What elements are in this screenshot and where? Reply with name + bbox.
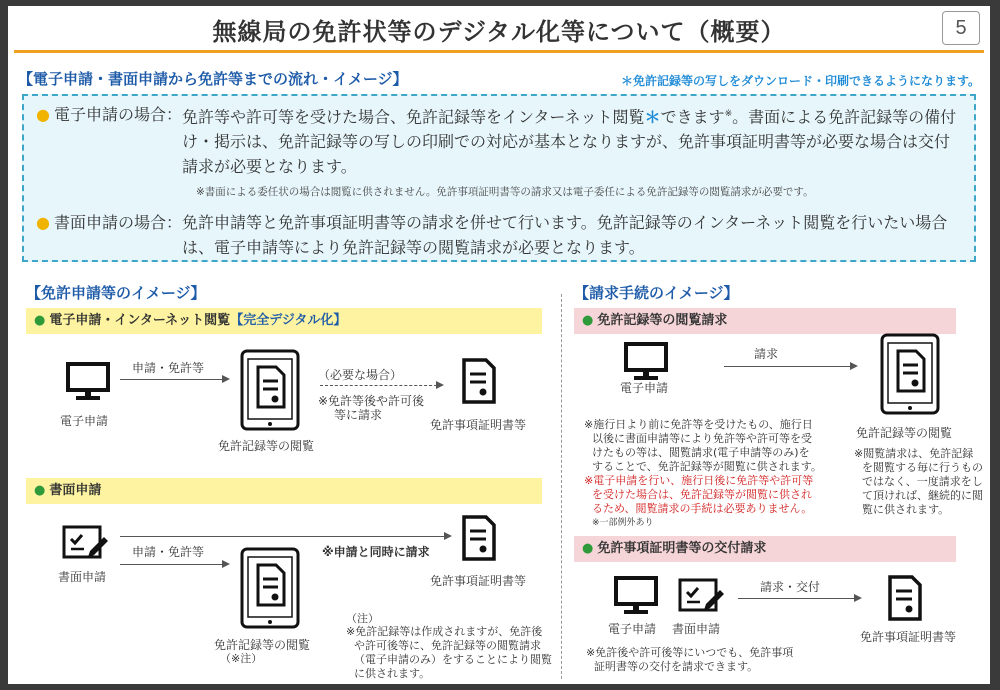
electronic-label: 電子申請の場合： (53, 105, 182, 124)
paper-apply-label-r: 書面申請 (672, 622, 721, 636)
tablet-document-icon (240, 547, 300, 629)
band-view-request-label: 免許記録等の閲覧請求 (597, 313, 728, 328)
cert-label-2: 免許事項証明書等 (430, 574, 527, 588)
band-electronic-accent: 【完全デジタル化】 (230, 313, 347, 328)
band-paper-label: 書面申請 (49, 483, 102, 498)
note-red: を受けた場合は、免許記録等が閲覧に供され (592, 488, 812, 501)
note-black: ※施行日より前に免許等を受けたもの、施行日 (584, 418, 813, 431)
page-title: 無線局の免許状等のデジタル化等について（概要） (212, 18, 786, 46)
info-box (22, 94, 976, 262)
note-line: に供されます。 (354, 667, 431, 680)
paper-form-icon (678, 578, 726, 614)
flow-heading: 【電子申請・書面申請から免許等までの流れ・イメージ】 (18, 70, 408, 88)
view-note: （※注） (220, 652, 263, 665)
band-cert-request-label: 免許事項証明書等の交付請求 (597, 541, 767, 556)
note-black: することで、免許記録等が閲覧に供されます。 (592, 460, 822, 473)
if-needed-label: （必要な場合） (318, 368, 403, 382)
arrow-simultaneous (120, 536, 450, 537)
note-black: けたもの等は、閲覧請求(電子申請等のみ)を (592, 446, 810, 459)
arrow-if-needed (320, 385, 442, 386)
band-paper (26, 478, 542, 504)
band-view-request (574, 308, 956, 334)
electronic-text-2: できます (660, 107, 725, 127)
footnote-mark: ※ (724, 109, 733, 119)
e-apply-label-r2: 電子申請 (608, 622, 657, 636)
side-note: て頂ければ、継続的に閲 (862, 489, 983, 502)
download-note: ＊免許記録等の写しをダウンロード・印刷できるようになります。 (620, 74, 980, 88)
note-black: 以後に書面申請等により免許等や許可等を受 (592, 432, 812, 445)
arrow-apply (120, 379, 228, 380)
arrow-issue (738, 598, 860, 599)
electronic-text-3: 。書面による免許記録等の備付け・掲示は、免許記録等の写しの印刷での対応が基本となりますが、免許事項証明書等が必要な場合は交付請求が必要となります。 (181, 107, 957, 177)
star-mark: ＊ (644, 107, 661, 127)
note-red: ※電子申請を行い、施行日後に免許等や許可等 (584, 474, 814, 487)
green-dot-icon: ● (582, 541, 594, 556)
computer-icon (624, 342, 668, 382)
note-head: （注） (346, 612, 379, 625)
arrow-label-request: 請求 (754, 347, 779, 361)
view-label-r: 免許記録等の閲覧 (856, 426, 953, 440)
green-dot-icon: ● (34, 483, 46, 498)
arrow-label-apply: 申請・免許等 (132, 361, 205, 375)
side-note: ※閲覧請求は、免許記録 (854, 447, 974, 460)
electronic-footnote: ※書面による委任状の場合は閲覧に供されません。免許事項証明書等の請求又は電子委任による免許記録等の閲覧請求が必要です。 (196, 186, 814, 198)
e-apply-label-r: 電子申請 (620, 381, 669, 395)
side-note: ではなく、一度請求をし (862, 475, 983, 488)
bottom-note: ※免許後や許可後等にいつでも、免許事項 (586, 646, 794, 659)
cert-label: 免許事項証明書等 (430, 418, 527, 432)
certificate-icon (462, 358, 496, 404)
computer-icon (614, 576, 658, 616)
bottom-note: 証明書等の交付を請求できます。 (594, 660, 759, 673)
view-label-2: 免許記録等の閲覧 (214, 638, 311, 652)
request-after-label: ※免許等後や許可後 (318, 394, 425, 408)
certificate-icon (888, 575, 922, 621)
license-image-heading: 【免許申請等のイメージ】 (26, 284, 206, 302)
paper-form-icon (62, 525, 110, 561)
electronic-text-1: 免許等や許可等を受けた場合、免許記録等をインターネット閲覧 (181, 107, 645, 127)
arrow-request (724, 366, 856, 367)
note-line: （電子申請のみ）をすることにより閲覧 (354, 653, 552, 666)
request-after-label-2: 等に請求 (334, 408, 383, 422)
band-electronic-label: 電子申請・インターネット閲覧 (49, 313, 231, 328)
cert-label-r: 免許事項証明書等 (860, 630, 957, 644)
note-small: ※一部例外あり (592, 518, 654, 528)
page-number: 5 (942, 11, 980, 45)
green-dot-icon: ● (34, 313, 46, 328)
slide (8, 6, 990, 684)
side-note: 覧に供されます。 (862, 503, 950, 516)
request-image-heading: 【請求手続のイメージ】 (574, 284, 739, 302)
title-bar (8, 6, 990, 52)
paper-apply-label: 書面申請 (58, 570, 107, 584)
paper-row (36, 210, 962, 260)
certificate-icon (462, 515, 496, 561)
paper-label: 書面申請の場合： (53, 213, 182, 232)
arrow-label-apply-2: 申請・免許等 (132, 545, 205, 559)
note-line: ※免許記録等は作成されますが、免許後 (346, 625, 543, 638)
arrow-apply-2 (120, 564, 228, 565)
title-underline (14, 50, 984, 53)
green-dot-icon: ● (582, 313, 594, 328)
bullet-icon: ● (36, 105, 50, 124)
note-red: るため、閲覧請求の手続は必要ありません。 (592, 502, 813, 515)
tablet-document-icon (880, 333, 940, 415)
note-line: や許可後等に、免許記録等の閲覧請求 (354, 639, 541, 652)
view-label: 免許記録等の閲覧 (218, 439, 315, 453)
electronic-row (36, 102, 962, 179)
arrow-label-issue: 請求・交付 (760, 580, 821, 594)
band-electronic (26, 308, 542, 334)
bullet-icon: ● (36, 213, 50, 232)
electronic-text (182, 102, 962, 179)
side-note: を閲覧する毎に行うもの (862, 461, 983, 474)
band-cert-request (574, 536, 956, 562)
computer-icon (66, 362, 110, 402)
tablet-document-icon (240, 349, 300, 431)
paper-text: 免許申請等と免許事項証明書等の請求を併せて行います。免許記録等のインターネット閲覧を行いたい場合は、電子申請等により免許記録等の閲覧請求が必要となります。 (181, 213, 948, 257)
simultaneous-label: ※申請と同時に請求 (322, 545, 430, 559)
e-apply-label: 電子申請 (60, 414, 109, 428)
column-divider (561, 294, 562, 679)
